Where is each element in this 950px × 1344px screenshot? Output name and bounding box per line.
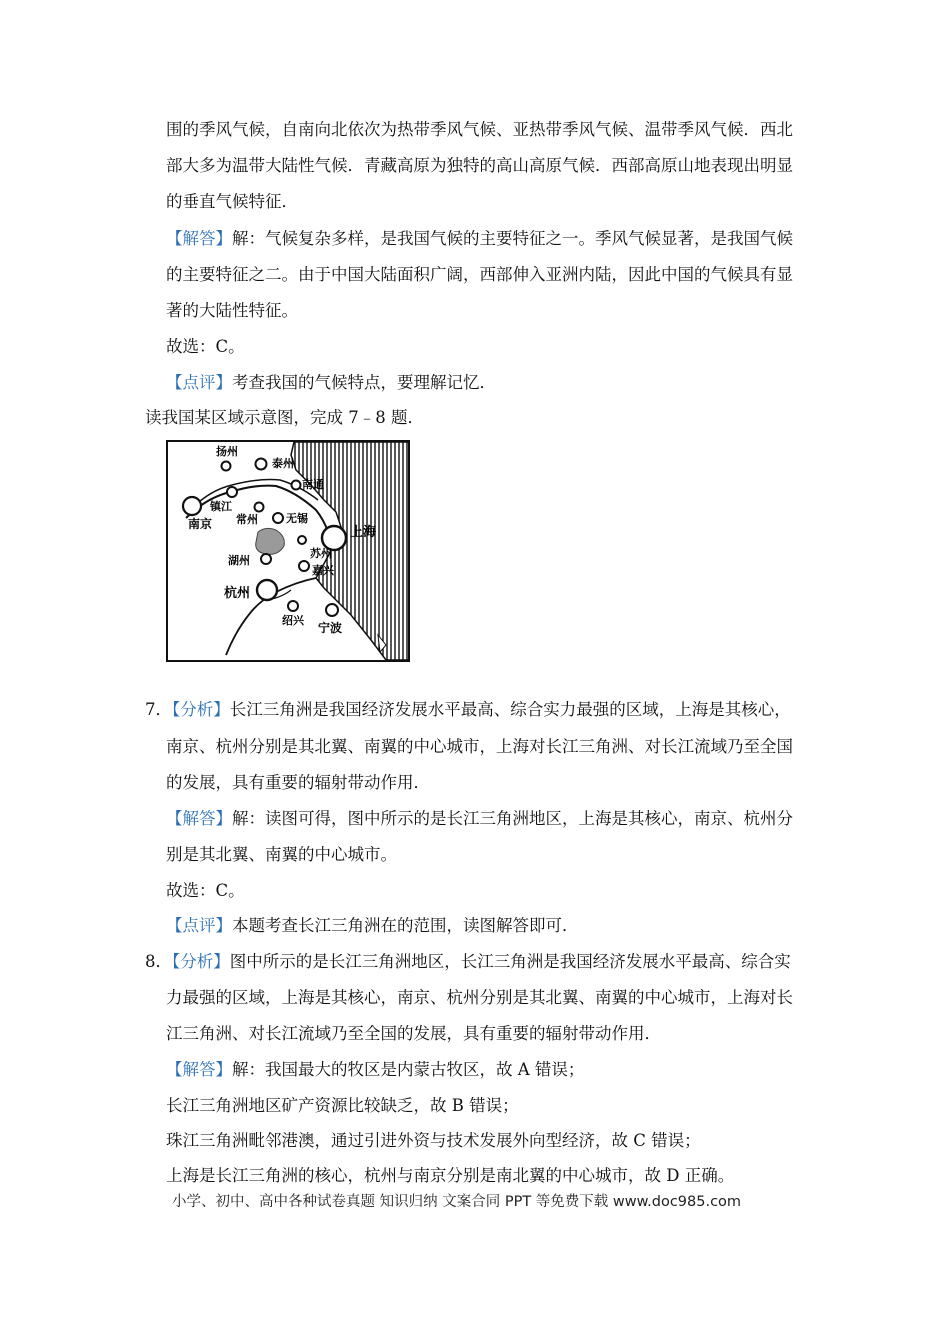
jiaxing-marker [299, 561, 309, 571]
q8-answer-line-4: 上海是长江三角洲的核心，杭州与南京分别是南北翼的中心城市，故 D 正确。 [166, 1166, 735, 1185]
q6-comment [166, 373, 496, 393]
q7-analysis-line-1 [145, 700, 791, 720]
q6-choice: 故选：C。 [166, 337, 245, 356]
q7-comment [166, 916, 579, 936]
answer-tag: 【解答】 [166, 809, 232, 828]
answer-tag: 【解答】 [166, 229, 232, 248]
q7-analysis-line-2: 南京、杭州分别是其北翼、南翼的中心城市，上海对长江三角洲、对长江流域乃至全国 [166, 737, 793, 756]
q8-analysis-line-2: 力最强的区域，上海是其核心，南京、杭州分别是其北翼、南翼的中心城市，上海对长 [166, 988, 793, 1007]
q7-answer-line-1 [166, 809, 793, 829]
huzhou-label: 湖州 [228, 554, 250, 567]
comment-tag: 【点评】 [166, 916, 232, 935]
analysis-tag: 【分析】 [172, 700, 230, 719]
q6-analysis-line-2: 部大多为温带大陆性气候．青藏高原为独特的高山高原气候．西部高原山地表现出明显 [166, 156, 793, 175]
yangtze-delta-map [166, 440, 410, 662]
ningbo-marker [326, 604, 338, 616]
changzhou-label: 常州 [236, 513, 258, 526]
q8-answer-line-1 [166, 1060, 584, 1080]
q7-analysis-text: 长江三角洲是我国经济发展水平最高、综合实力最强的区域，上海是其核心， [229, 700, 791, 719]
suzhou-marker [298, 536, 306, 544]
q8-analysis-line-3: 江三角洲、对长江流域乃至全国的发展，具有重要的辐射带动作用． [166, 1024, 661, 1043]
map-intro: 读我国某区域示意图，完成 7﹣8 题． [145, 408, 424, 427]
changzhou-marker [255, 503, 264, 512]
nanjing-marker [183, 497, 201, 515]
q6-answer-line-3: 著的大陆性特征。 [166, 301, 298, 320]
yangzhou-label: 扬州 [216, 445, 238, 458]
q6-comment-text: 考查我国的气候特点，要理解记忆． [232, 373, 496, 392]
q7-analysis-line-3: 的发展，具有重要的辐射带动作用． [166, 773, 430, 792]
q7-answer-line-2: 别是其北翼、南翼的中心城市。 [166, 845, 397, 864]
q8-analysis-text: 图中所示的是长江三角洲地区，长江三角洲是我国经济发展水平最高、综合实 [229, 952, 791, 971]
ningbo-label: 宁波 [318, 621, 343, 635]
zhenjiang-marker [227, 487, 237, 497]
wuxi-label: 无锡 [286, 512, 308, 525]
q7-number: 7． [145, 700, 172, 719]
q7-comment-text: 本题考查长江三角洲在的范围，读图解答即可． [232, 916, 579, 935]
hangzhou-marker [257, 580, 277, 600]
q6-answer-line-2: 的主要特征之二。由于中国大陆面积广阔，西部伸入亚洲内陆，因此中国的气候具有显 [166, 265, 793, 284]
shaoxing-label: 绍兴 [282, 614, 304, 627]
shaoxing-marker [288, 601, 298, 611]
suzhou-label: 苏州 [310, 547, 332, 560]
taizhou-marker [256, 459, 267, 470]
q8-analysis-line-1 [145, 952, 791, 972]
yangzhou-marker [222, 462, 231, 471]
huzhou-marker [261, 554, 271, 564]
analysis-tag: 【分析】 [172, 952, 230, 971]
q6-analysis-line-3: 的垂直气候特征． [166, 192, 298, 211]
shanghai-label: 上海 [350, 525, 377, 540]
zhenjiang-label: 镇江 [210, 500, 232, 513]
q8-number: 8． [145, 952, 172, 971]
q7-choice: 故选：C。 [166, 881, 245, 900]
q6-answer-text: 解：气候复杂多样，是我国气候的主要特征之一。季风气候显著，是我国气候 [232, 229, 793, 248]
page-footer: 小学、初中、高中各种试卷真题 知识归纳 文案合同 PPT 等免费下载 www.doc985.com [172, 1194, 742, 1210]
q8-answer-line-3: 珠江三角洲毗邻港澳，通过引进外资与技术发展外向型经济，故 C 错误； [166, 1131, 701, 1150]
q7-answer-text: 解：读图可得，图中所示的是长江三角洲地区，上海是其核心，南京、杭州分 [232, 809, 793, 828]
answer-tag: 【解答】 [166, 1060, 232, 1079]
nanjing-label: 南京 [188, 517, 213, 531]
jiaxing-label: 嘉兴 [312, 564, 334, 577]
q8-answer-line-2: 长江三角洲地区矿产资源比较缺乏，故 B 错误； [166, 1096, 519, 1115]
nantong-marker [292, 481, 301, 490]
taizhou-label: 泰州 [272, 457, 294, 470]
nantong-label: 南通 [302, 478, 324, 491]
q6-answer-line-1 [166, 229, 793, 249]
hangzhou-label: 杭州 [224, 586, 251, 601]
wuxi-marker [273, 513, 283, 523]
comment-tag: 【点评】 [166, 373, 232, 392]
q6-analysis-line-1: 围的季风气候，自南向北依次为热带季风气候、亚热带季风气候、温带季风气候．西北 [166, 120, 793, 139]
q8-answer-text: 解：我国最大的牧区是内蒙古牧区，故 A 错误； [232, 1060, 585, 1079]
